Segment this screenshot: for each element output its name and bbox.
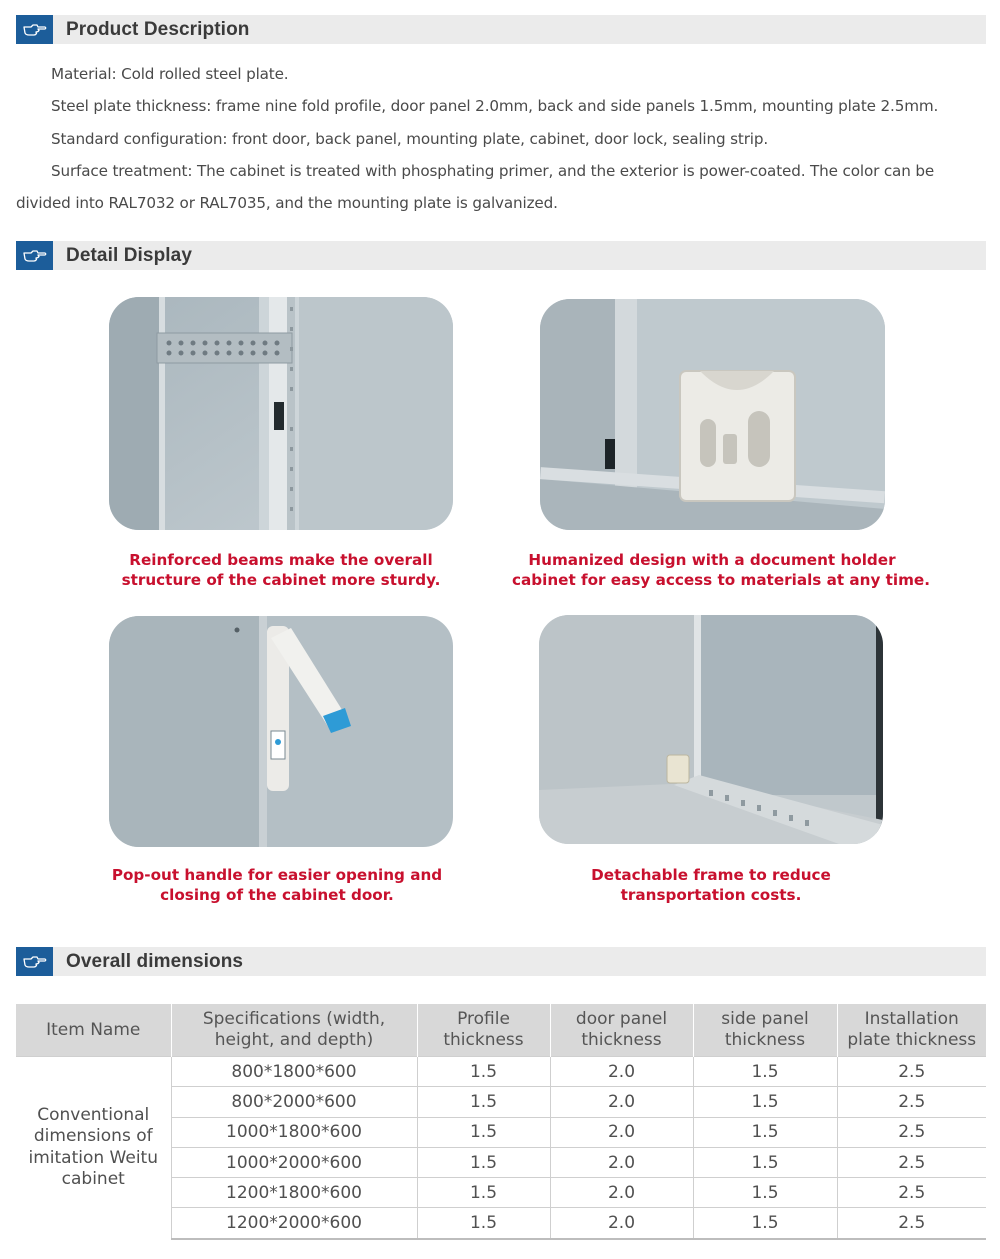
description-configuration: Standard configuration: front door, back panel, mounting plate, cabinet, door lock, sealing strip. <box>51 129 769 148</box>
reinforced-beam-photo <box>109 297 453 530</box>
document-holder-photo <box>540 299 885 530</box>
table-cell: 2.5 <box>837 1208 986 1239</box>
caption-line: structure of the cabinet more sturdy. <box>121 571 441 589</box>
caption-line: cabinet for easy access to materials at any time. <box>512 571 931 589</box>
table-cell: 2.0 <box>550 1178 693 1208</box>
table-cell: 2.5 <box>837 1117 986 1147</box>
detachable-frame-photo <box>539 615 883 844</box>
section-title: Overall dimensions <box>66 950 244 972</box>
header-side-panel-thickness: side panel thickness <box>693 1004 837 1057</box>
table-cell: 800*1800*600 <box>171 1057 417 1087</box>
table-cell: 2.0 <box>550 1117 693 1147</box>
table-cell: 1.5 <box>417 1147 550 1177</box>
caption-line: closing of the cabinet door. <box>160 886 394 904</box>
header-specifications: Specifications (width, height, and depth) <box>171 1004 417 1057</box>
table-cell: 1.5 <box>693 1147 837 1177</box>
table-cell: 1.5 <box>417 1117 550 1147</box>
caption-line: Reinforced beams make the overall <box>129 551 433 569</box>
table-cell: 1.5 <box>693 1178 837 1208</box>
table-cell: 2.5 <box>837 1147 986 1177</box>
detail-caption-1 <box>81 550 481 590</box>
description-surface: Surface treatment: The cabinet is treated with phosphating primer, and the exterior is power-coated. The color can be divided into RAL7032 or RAL7035, and the mounting plate is galvanized. <box>16 161 935 213</box>
table-cell: 2.5 <box>837 1178 986 1208</box>
table-cell: 2.5 <box>837 1087 986 1117</box>
table-cell: 1.5 <box>417 1208 550 1239</box>
detail-display-header <box>16 241 986 270</box>
description-thickness: Steel plate thickness: frame nine fold profile, door panel 2.0mm, back and side panels 1.5mm, mounting plate 2.5mm. <box>51 97 939 116</box>
table-cell: 1200*2000*600 <box>171 1208 417 1239</box>
table-cell: 1.5 <box>417 1178 550 1208</box>
table-cell: 2.5 <box>837 1057 986 1087</box>
caption-line: Pop-out handle for easier opening and <box>111 866 443 884</box>
product-description-text <box>16 58 988 219</box>
table-cell: 1.5 <box>417 1087 550 1117</box>
caption-line: transportation costs. <box>620 886 802 904</box>
detail-caption-4 <box>511 865 911 905</box>
table-cell: 1.5 <box>417 1057 550 1087</box>
dimensions-table <box>16 1004 986 1240</box>
table-cell: 1200*1800*600 <box>171 1178 417 1208</box>
caption-line: Humanized design with a document holder <box>528 551 896 569</box>
header-profile-thickness: Profile thickness <box>417 1004 550 1057</box>
table-cell: 800*2000*600 <box>171 1087 417 1117</box>
pointing-hand-icon <box>16 15 53 44</box>
table-row <box>16 1057 986 1087</box>
table-cell: 1000*2000*600 <box>171 1147 417 1177</box>
detail-caption-2 <box>512 550 931 590</box>
header-installation-plate-thickness: Installation plate thickness <box>837 1004 986 1057</box>
overall-dimensions-header <box>16 947 986 976</box>
table-cell: 2.0 <box>550 1087 693 1117</box>
table-cell: 1.5 <box>693 1057 837 1087</box>
detail-caption-3 <box>77 865 477 905</box>
table-cell: 1.5 <box>693 1117 837 1147</box>
table-cell: 2.0 <box>550 1208 693 1239</box>
item-name-cell: Conventional dimensions of imitation Weitu cabinet <box>16 1057 171 1239</box>
table-cell: 1.5 <box>693 1208 837 1239</box>
table-header-row <box>16 1004 986 1057</box>
pointing-hand-icon <box>16 241 53 270</box>
table-cell: 2.0 <box>550 1147 693 1177</box>
product-description-header <box>16 15 986 44</box>
pop-out-handle-photo <box>109 616 453 847</box>
pointing-hand-icon <box>16 947 53 976</box>
caption-line: Detachable frame to reduce <box>591 866 831 884</box>
section-title: Product Description <box>66 18 250 40</box>
header-item-name: Item Name <box>16 1004 171 1057</box>
header-door-panel-thickness: door panel thickness <box>550 1004 693 1057</box>
description-material: Material: Cold rolled steel plate. <box>51 65 289 83</box>
table-cell: 1000*1800*600 <box>171 1117 417 1147</box>
section-title: Detail Display <box>66 244 193 266</box>
table-cell: 1.5 <box>693 1087 837 1117</box>
table-cell: 2.0 <box>550 1057 693 1087</box>
